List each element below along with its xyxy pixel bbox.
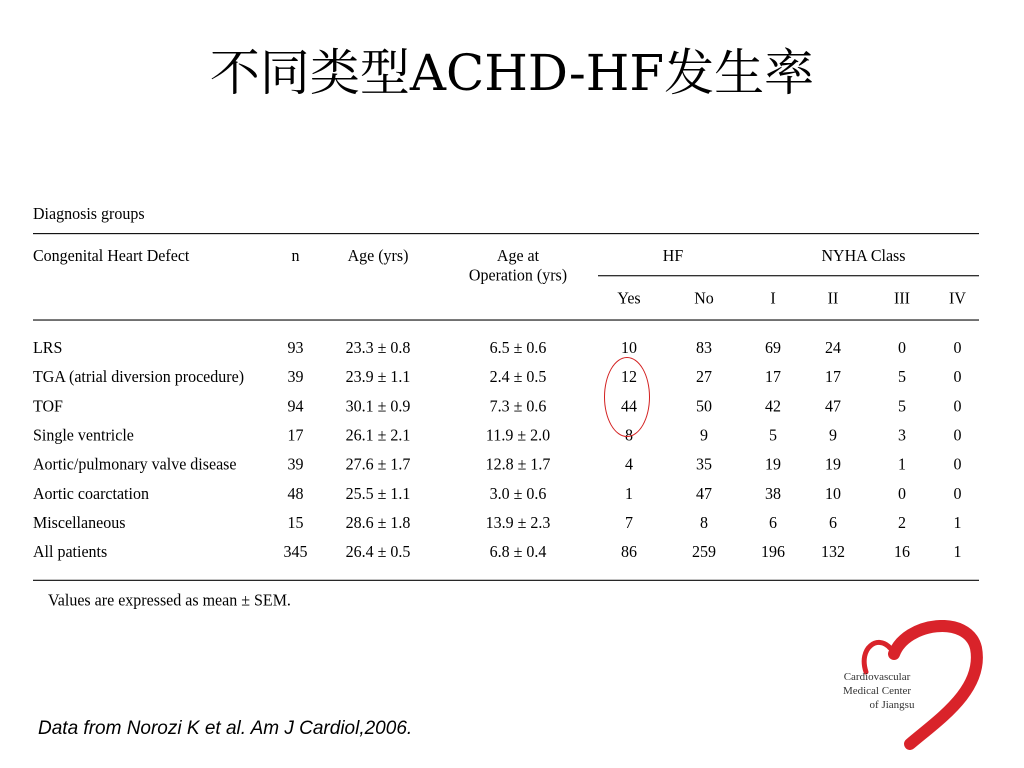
diagnosis-table [33, 233, 979, 611]
cell-nyha-i: 38 [765, 484, 781, 503]
cell-hf-yes: 7 [625, 513, 633, 532]
cell-age-op: 2.4 ± 0.5 [489, 367, 547, 386]
table-row [33, 508, 979, 537]
header-n: n [273, 234, 318, 320]
cell-nyha-i: 5 [769, 425, 777, 445]
cell-n: 48 [287, 484, 304, 503]
cell-nyha-iii: 0 [898, 484, 906, 503]
cell-age-op: 6.5 ± 0.6 [489, 338, 547, 357]
slide-title: 不同类型ACHD-HF发生率 [209, 44, 815, 102]
cell-hf-no: 8 [700, 513, 708, 532]
cell-age: 23.9 ± 1.1 [345, 367, 411, 386]
cell-age: 27.6 ± 1.7 [345, 455, 411, 474]
cell-nyha-ii: 6 [829, 513, 837, 532]
cell-nyha-iii: 0 [898, 338, 906, 357]
cell-nyha-ii: 24 [825, 338, 841, 357]
header-hf-yes: Yes [617, 289, 641, 308]
cell-age-op: 7.3 ± 0.6 [489, 396, 547, 416]
cell-nyha-i: 6 [769, 513, 777, 532]
cell-nyha-i: 196 [761, 542, 785, 561]
header-age-operation [438, 234, 598, 320]
data-table-container [33, 205, 979, 611]
header-nyha-i: I [770, 289, 776, 308]
cell-nyha-ii: 132 [821, 542, 845, 561]
header-nyha-ii: II [827, 289, 839, 308]
cell-age: 30.1 ± 0.9 [345, 396, 411, 416]
cell-nyha-iv: 0 [953, 396, 962, 416]
cell-nyha-iii: 5 [898, 396, 906, 416]
cell-n: 93 [287, 338, 304, 357]
cell-nyha-ii: 17 [825, 367, 841, 386]
cell-defect: Single ventricle [33, 425, 134, 445]
header-nyha-iv: IV [949, 289, 966, 308]
cell-nyha-iv: 0 [953, 425, 962, 445]
header-age: Age (yrs) [318, 234, 438, 320]
cell-hf-yes: 44 [621, 396, 637, 416]
cell-hf-yes: 12 [621, 367, 637, 386]
table-row [33, 363, 979, 392]
cell-nyha-i: 42 [765, 396, 781, 416]
cell-hf-no: 50 [696, 396, 712, 416]
cell-nyha-i: 17 [765, 367, 781, 386]
source-citation: Data from Norozi K et al. Am J Cardiol,2006. [38, 718, 413, 739]
cell-nyha-ii: 10 [825, 484, 841, 503]
cell-hf-yes: 10 [621, 338, 637, 357]
logo-line-1: Cardiovascular [843, 671, 911, 683]
cell-hf-no: 259 [692, 542, 716, 561]
cell-defect: LRS [33, 338, 63, 357]
logo-line-2: Medical Center [842, 685, 912, 697]
logo-line-3: of Jiangsu [869, 699, 915, 711]
table-row [33, 392, 979, 421]
cell-hf-yes: 1 [625, 484, 633, 503]
header-hf: HF [598, 234, 748, 276]
cell-nyha-iv: 0 [953, 484, 962, 503]
cell-nyha-i: 69 [765, 338, 781, 357]
cell-age-op: 3.0 ± 0.6 [489, 484, 547, 503]
cell-n: 94 [287, 396, 304, 416]
header-age-operation-line1: Age at [496, 247, 540, 266]
table-row-total [33, 538, 979, 581]
cell-age: 26.1 ± 2.1 [345, 425, 411, 445]
header-defect: Congenital Heart Defect [33, 234, 273, 320]
table-row [33, 320, 979, 363]
cell-hf-yes: 86 [621, 542, 637, 561]
cell-nyha-iv: 0 [953, 455, 962, 474]
table-row [33, 479, 979, 508]
cell-n: 39 [287, 367, 304, 386]
cell-hf-no: 27 [696, 367, 712, 386]
cell-hf-yes: 4 [625, 455, 633, 474]
cell-hf-yes: 8 [625, 425, 633, 445]
cell-defect: All patients [33, 542, 108, 561]
cell-defect: TGA (atrial diversion procedure) [33, 367, 245, 386]
cell-age: 26.4 ± 0.5 [345, 542, 411, 561]
cell-hf-no: 35 [696, 455, 712, 474]
header-nyha: NYHA Class [748, 234, 979, 276]
cell-nyha-ii: 9 [829, 425, 837, 445]
table-row [33, 421, 979, 450]
cell-age: 23.3 ± 0.8 [345, 338, 411, 357]
table-row [33, 450, 979, 479]
cell-nyha-iii: 5 [898, 367, 906, 386]
table-caption: Diagnosis groups [33, 205, 145, 224]
cell-hf-no: 9 [700, 425, 708, 445]
cell-defect: TOF [33, 396, 63, 416]
table-footnote: Values are expressed as mean ± SEM. [33, 580, 979, 611]
cell-n: 39 [287, 455, 304, 474]
cell-nyha-iii: 16 [894, 542, 910, 561]
cell-nyha-iv: 1 [953, 513, 962, 532]
cell-age: 28.6 ± 1.8 [345, 513, 411, 532]
cell-nyha-iv: 0 [953, 367, 962, 386]
cell-age-op: 11.9 ± 2.0 [485, 425, 551, 445]
cell-nyha-i: 19 [765, 455, 781, 474]
cell-nyha-iv: 1 [953, 542, 962, 561]
highlight-circle-annotation [604, 357, 650, 437]
cell-age: 25.5 ± 1.1 [345, 484, 411, 503]
cell-hf-no: 47 [696, 484, 712, 503]
cell-nyha-iii: 3 [898, 425, 906, 445]
table-body [33, 320, 979, 580]
cell-defect: Aortic/pulmonary valve disease [33, 455, 237, 474]
header-hf-no: No [694, 289, 714, 308]
cell-age-op: 13.9 ± 2.3 [485, 513, 551, 532]
cell-defect: Aortic coarctation [33, 484, 149, 503]
cell-hf-no: 83 [696, 338, 712, 357]
logo-text [832, 670, 922, 712]
cell-age-op: 12.8 ± 1.7 [485, 455, 551, 474]
cell-defect: Miscellaneous [33, 513, 126, 532]
cell-n: 345 [283, 542, 308, 561]
header-age-operation-line2: Operation (yrs) [468, 266, 568, 285]
header-nyha-iii: III [894, 289, 910, 308]
cell-nyha-iii: 2 [898, 513, 906, 532]
cell-nyha-iii: 1 [898, 455, 906, 474]
cell-nyha-ii: 19 [825, 455, 841, 474]
cell-age-op: 6.8 ± 0.4 [489, 542, 547, 561]
cell-nyha-ii: 47 [825, 396, 841, 416]
cell-n: 17 [287, 425, 304, 445]
cell-nyha-iv: 0 [953, 338, 962, 357]
cell-n: 15 [287, 513, 304, 532]
